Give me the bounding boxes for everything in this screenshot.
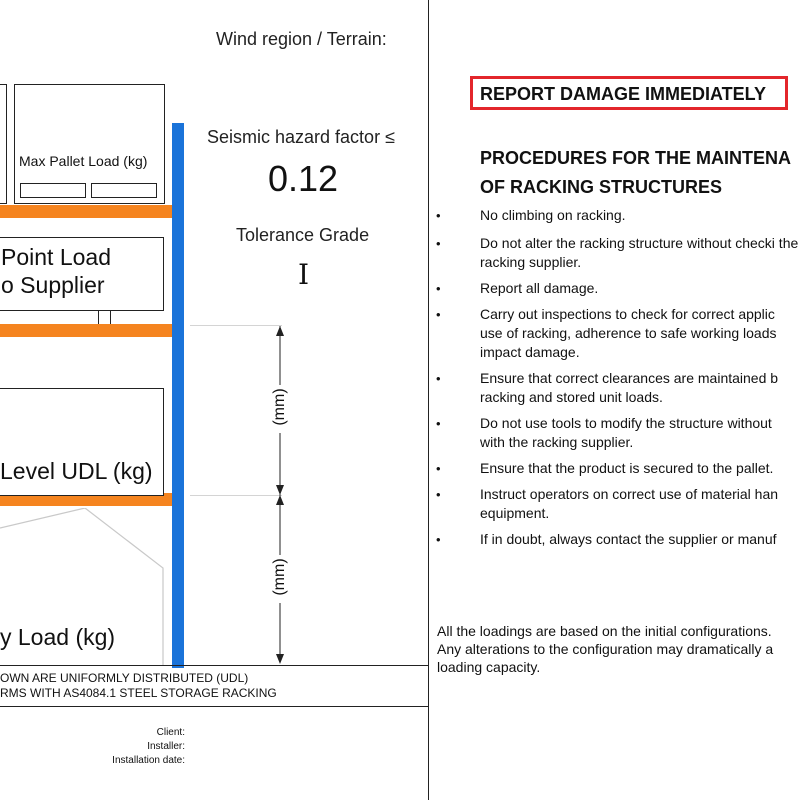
bullet-icon: • [436, 208, 441, 223]
point-load-label: Point Load [1, 244, 111, 270]
procedure-item: • Report all damage. [436, 280, 599, 296]
procedure-item: • Ensure that correct clearances are maintained b racking and stored unit loads. [436, 370, 779, 405]
notice-line-2: RMS WITH AS4084.1 STEEL STORAGE RACKING [0, 686, 277, 700]
procedure-item: • Carry out inspections to check for correct applic use of racking, adherence to safe working loads impact damage. [436, 306, 777, 360]
procedures-list [436, 206, 800, 549]
rack-post [98, 310, 99, 324]
procedure-item: • Do not use tools to modify the structure without with the racking supplier. [436, 415, 772, 450]
procedures-heading-line-1: PROCEDURES FOR THE MAINTENA [480, 148, 792, 168]
report-damage-title: REPORT DAMAGE IMMEDIATELY [480, 84, 767, 104]
dimension-guide [190, 495, 282, 496]
dimension-upper-label: (mm) [271, 388, 288, 426]
procedure-item: • Ensure that the product is secured to the pallet. [436, 460, 774, 476]
bullet-icon: • [436, 416, 441, 431]
beam-level-1 [0, 205, 172, 218]
footer-line-3: loading capacity. [437, 659, 541, 675]
rack-upright [172, 123, 184, 668]
procedure-item: • Instruct operators on correct use of material han equipment. [436, 486, 779, 521]
footer-line-2: Any alterations to the configuration may dramatically a [437, 641, 774, 657]
notice-band-bottom-rule [0, 706, 428, 707]
dimension-lower-label: (mm) [271, 558, 288, 596]
procedure-item: • If in doubt, always contact the supplier or manuf [436, 531, 777, 547]
beam-level-2 [0, 324, 172, 337]
installer-label: Installer: [147, 741, 185, 752]
bullet-icon: • [436, 371, 441, 386]
tolerance-value: I [298, 258, 310, 291]
pallet-box-partial [0, 84, 7, 204]
bullet-icon: • [436, 236, 441, 251]
installation-date-label: Installation date: [112, 755, 185, 766]
procedures-heading-line-2: OF RACKING STRUCTURES [480, 177, 722, 197]
point-load-supplier-label: o Supplier [1, 272, 105, 298]
bullet-icon: • [436, 532, 441, 547]
bullet-icon: • [436, 487, 441, 502]
rack-post [110, 310, 111, 324]
tolerance-label: Tolerance Grade [236, 225, 370, 245]
procedure-item: • No climbing on racking. [436, 207, 626, 223]
bullet-icon: • [436, 461, 441, 476]
notice-band-top-rule [0, 665, 428, 666]
procedure-item: • Do not alter the racking structure without checki the racking supplier. [436, 235, 799, 270]
pallet-base-slot [20, 183, 86, 198]
seismic-label: Seismic hazard factor ≤ [207, 127, 395, 147]
footer-line-1: All the loadings are based on the initial configurations. [437, 623, 772, 639]
report-damage-banner [470, 76, 788, 110]
bullet-icon: • [436, 307, 441, 322]
dimension-guide [190, 325, 282, 326]
seismic-value: 0.12 [268, 158, 339, 199]
wind-region-label: Wind region / Terrain: [216, 29, 387, 49]
client-label: Client: [156, 727, 185, 738]
dimension-arrow [272, 322, 288, 668]
notice-line-1: OWN ARE UNIFORMLY DISTRIBUTED (UDL) [0, 671, 249, 685]
max-pallet-load-label: Max Pallet Load (kg) [19, 153, 148, 169]
bay-load-label: y Load (kg) [0, 624, 116, 650]
page-divider [428, 0, 429, 800]
bullet-icon: • [436, 281, 441, 296]
level-udl-label: Level UDL (kg) [0, 458, 153, 484]
pallet-base-slot [91, 183, 157, 198]
